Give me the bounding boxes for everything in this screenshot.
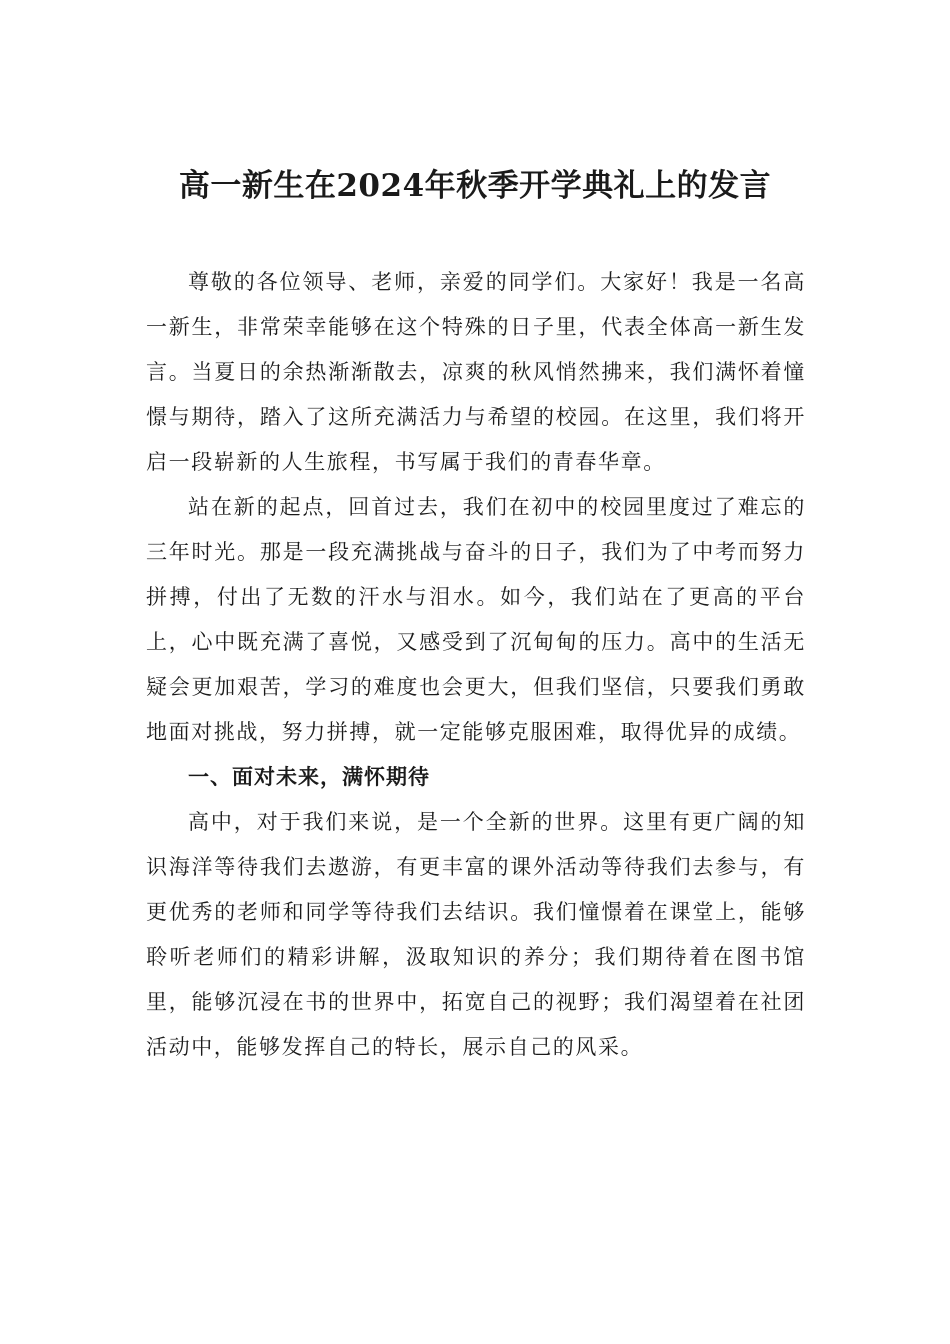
document-title: 高一新生在2024年秋季开学典礼上的发言 (178, 168, 772, 204)
section-heading: 一、面对未来，满怀期待 (188, 765, 430, 789)
paragraph-new-start: 站在新的起点，回首过去，我们在初中的校园里度过了难忘的三年时光。那是一段充满挑战与奋斗的日子，我们为了中考而努力拼搏，付出了无数的汗水与泪水。如今，我们站在了更高的平台上，心中既充满了喜悦，又感受到了沉甸甸的压力。高中的生活无疑会更加艰苦，学习的难度也会更大，但我们坚信，只要我们勇敢地面对挑战，努力拼搏，就一定能够克服困难，取得优异的成绩。 (146, 495, 806, 744)
paragraph-greeting: 尊敬的各位领导、老师，亲爱的同学们。大家好！我是一名高一新生，非常荣幸能够在这个特殊的日子里，代表全体高一新生发言。当夏日的余热渐渐散去，凉爽的秋风悄然拂来，我们满怀着憧憬与期待，踏入了这所充满活力与希望的校园。在这里，我们将开启一段崭新的人生旅程，书写属于我们的青春华章。 (146, 270, 806, 474)
document-body (146, 260, 806, 1070)
paragraph-expectations: 高中，对于我们来说，是一个全新的世界。这里有更广阔的知识海洋等待我们去遨游，有更丰富的课外活动等待我们去参与，有更优秀的老师和同学等待我们去结识。我们憧憬着在课堂上，能够聆听老师们的精彩讲解，汲取知识的养分；我们期待着在图书馆里，能够沉浸在书的世界中，拓宽自己的视野；我们渴望着在社团活动中，能够发挥自己的特长，展示自己的风采。 (146, 810, 806, 1059)
